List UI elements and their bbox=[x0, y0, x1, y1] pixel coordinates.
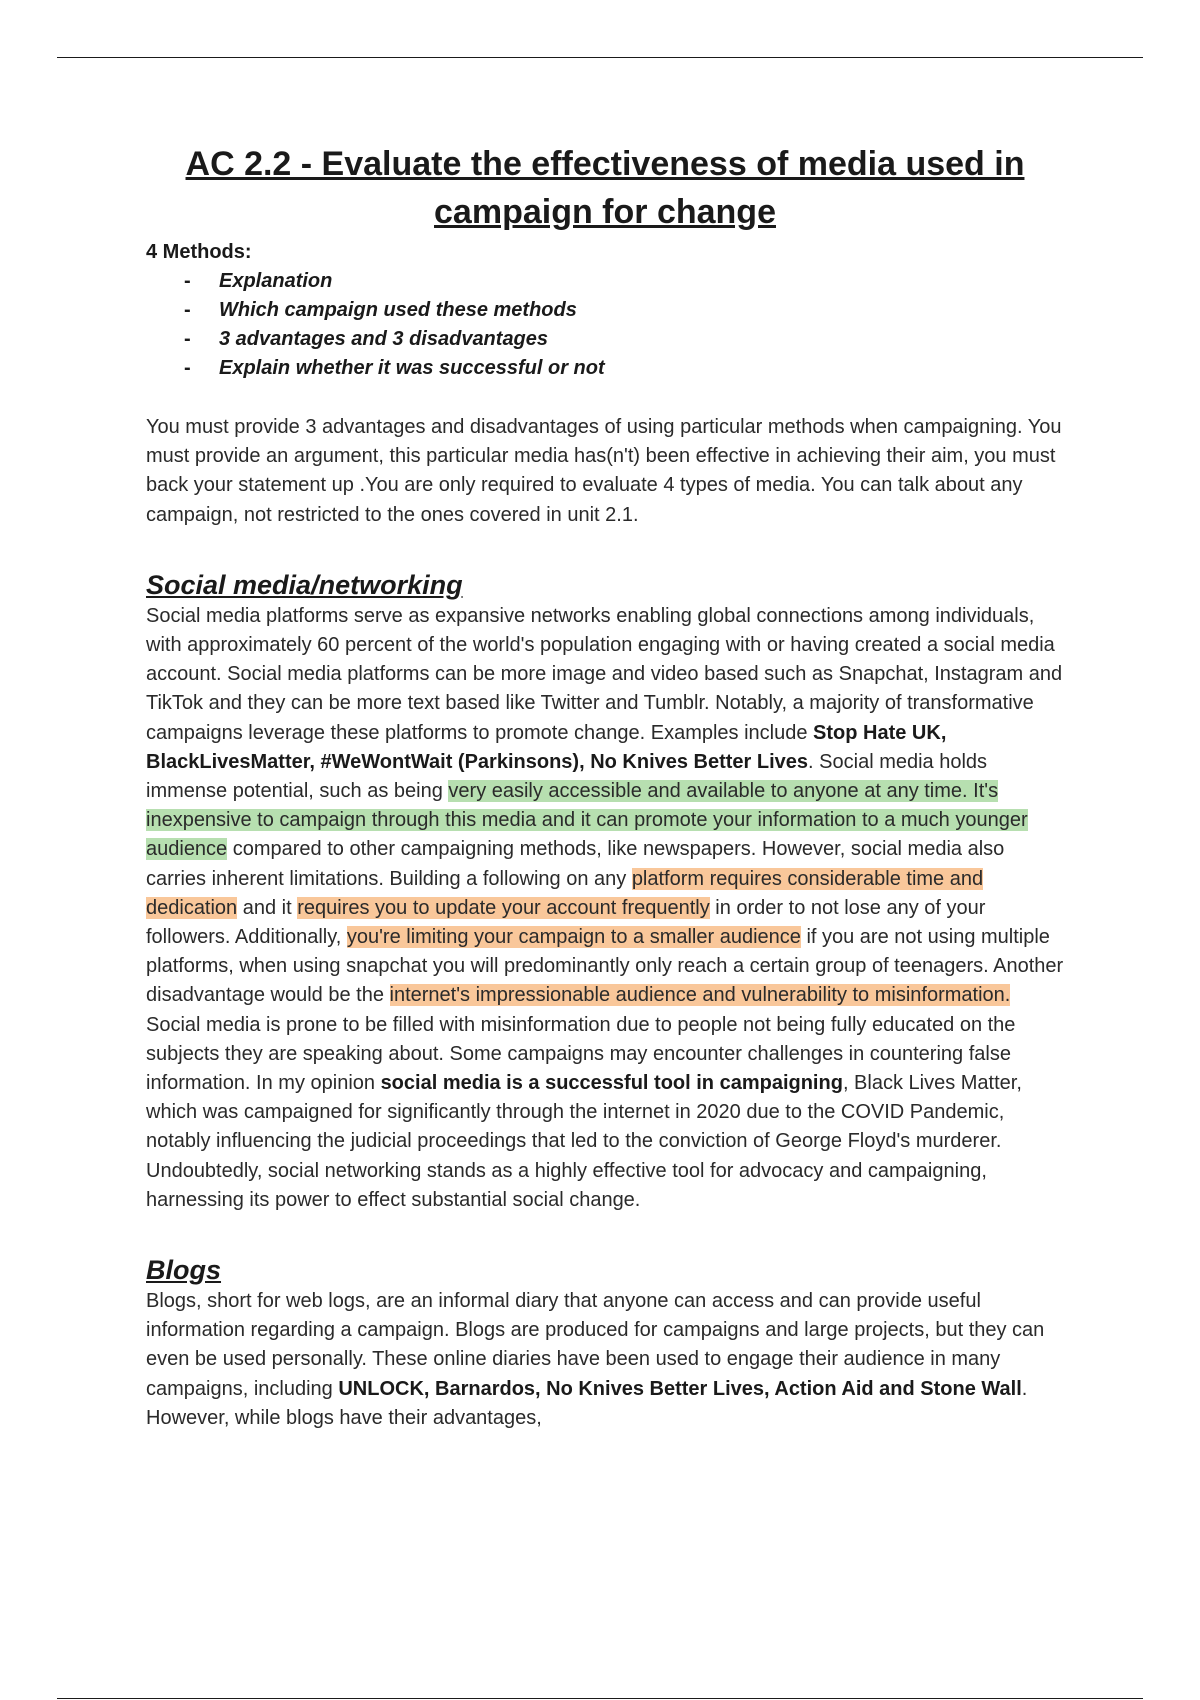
social-media-paragraph: Social media platforms serve as expansive networks enabling global connections among individuals, with approximately 60 percent of the world's population engaging with or having created a social media account. Social media platforms can be more image and video based such as Snapchat, Instagram and TikTok and they can be more text based like Twitter and Tumblr. Notably, a majority of transformative campaigns leverage these platforms to promote change. Examples include Stop Hate UK, BlackLivesMatter, #WeWontWait (Parkinsons), No Knives Better Lives. Social media holds immense potential, such as being very easily accessible and available to anyone at any time. It's inexpensive to campaign through this media and it can promote your information to a much younger audience compared to other campaigning methods, like newspapers. However, social media also carries inherent limitations. Building a following on any platform requires considerable time and dedication and it requires you to update your account frequently in order to not lose any of your followers. Additionally, you're limiting your campaign to a smaller audience if you are not using multiple platforms, when using snapchat you will predominantly only reach a certain group of teenagers. Another disadvantage would be the internet's impressionable audience and vulnerability to misinformation. Social media is prone to be filled with misinformation due to people not being fully educated on the subjects they are speaking about. Some campaigns may encounter challenges in countering false information. In my opinion social media is a successful tool in campaigning, Black Lives Matter, which was campaigned for significantly through the internet in 2020 due to the COVID Pandemic, notably influencing the judicial proceedings that led to the conviction of George Floyd's murderer. Undoubtedly, social networking stands as a highly effective tool for advocacy and campaigning, harnessing its power to effect substantial social change. bbox=[146, 604, 1064, 1211]
list-item: - Explanation bbox=[184, 270, 333, 292]
campaign-examples: UNLOCK, Barnardos, No Knives Better Lives, Action Aid and Stone Wall bbox=[338, 1377, 1022, 1400]
blogs-paragraph: Blogs, short for web logs, are an informal diary that anyone can access and can provide useful information regarding a campaign. Blogs are produced for campaigns and large projects, but they can even be used personally. These online diaries have been used to engage their audience in many campaigns, including UNLOCK, Barnardos, No Knives Better Lives, Action Aid and Stone Wall. However, while blogs have their advantages, bbox=[146, 1290, 1045, 1429]
methods-heading: 4 Methods: bbox=[146, 241, 252, 263]
methods-list bbox=[146, 267, 1064, 383]
intro-paragraph: You must provide 3 advantages and disadvantages of using particular methods when campaigning. You must provide an argument, this particular media has(n't) been effective in achieving their aim, you must back your statement up .You are only required to evaluate 4 types of media. You can talk about any campaign, not restricted to the ones covered in unit 2.1. bbox=[146, 416, 1062, 526]
advantage-highlight: very easily accessible and available to anyone at any time. It's inexpensive to campaign through this media and it can promote your information to a much younger audience bbox=[146, 780, 1028, 861]
list-item: - Which campaign used these methods bbox=[184, 299, 577, 321]
conclusion-bold: social media is a successful tool in campaigning bbox=[380, 1072, 843, 1095]
list-item: - Explain whether it was successful or not bbox=[184, 357, 605, 379]
social-media-heading: Social media/networking bbox=[146, 569, 463, 600]
page-title: AC 2.2 - Evaluate the effectiveness of media used in campaign for change bbox=[185, 145, 1025, 231]
list-item: - 3 advantages and 3 disadvantages bbox=[184, 328, 549, 350]
disadvantage-highlight: internet's impressionable audience and vulnerability to misinformation. bbox=[389, 984, 1011, 1007]
blogs-heading: Blogs bbox=[146, 1255, 222, 1286]
disadvantage-highlight: requires you to update your account frequently bbox=[297, 896, 710, 919]
top-rule bbox=[57, 57, 1143, 58]
document-page bbox=[146, 140, 1064, 1433]
disadvantage-highlight: you're limiting your campaign to a smaller audience bbox=[346, 926, 801, 949]
disadvantage-highlight: platform requires considerable time and dedication bbox=[146, 867, 984, 919]
campaign-examples: Stop Hate UK, BlackLivesMatter, #WeWontWait (Parkinsons), No Knives Better Lives bbox=[146, 721, 947, 773]
bottom-rule bbox=[57, 1698, 1143, 1699]
